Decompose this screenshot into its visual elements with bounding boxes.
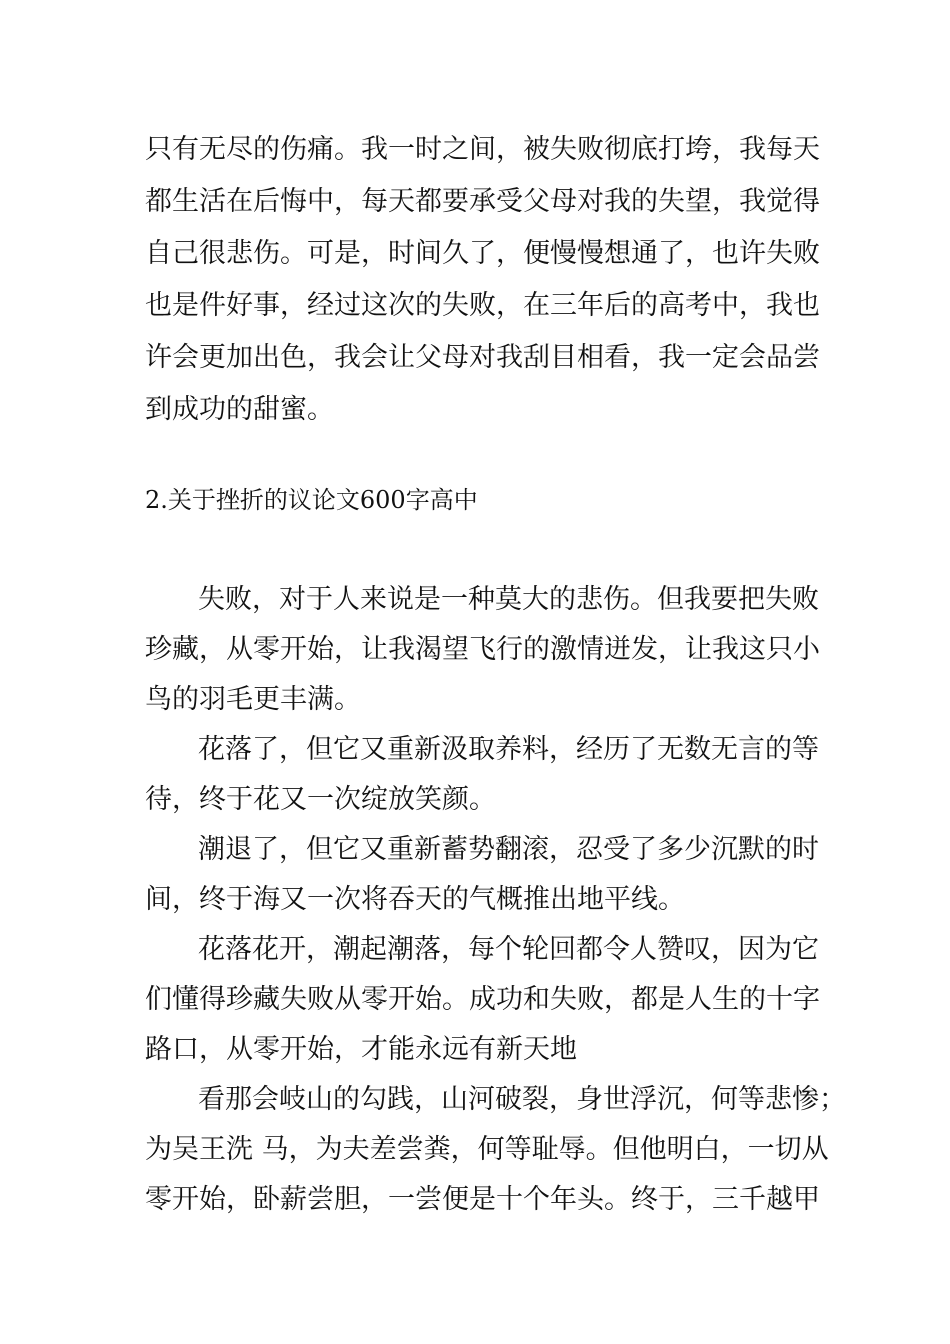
paragraph-line: 都生活在后悔中，每天都要承受父母对我的失望，我觉得 [145, 186, 820, 217]
paragraph-line: 许会更加出色，我会让父母对我刮目相看，我一定会品尝 [145, 342, 820, 373]
paragraph-line: 路口，从零开始，才能永远有新天地 [145, 1034, 577, 1065]
paragraph-line: 失败，对于人来说是一种莫大的悲伤。但我要把失败 [198, 584, 819, 615]
paragraph-line: 间，终于海又一次将吞天的气概推出地平线。 [145, 884, 685, 915]
section-heading: 2.关于挫折的议论文600字高中 [145, 486, 478, 514]
paragraph-line: 到成功的甜蜜。 [145, 394, 334, 425]
paragraph-line: 零开始，卧薪尝胆，一尝便是十个年头。终于，三千越甲 [145, 1184, 820, 1215]
paragraph-line: 待，终于花又一次绽放笑颜。 [145, 784, 496, 815]
paragraph-line: 们懂得珍藏失败从零开始。成功和失败，都是人生的十字 [145, 984, 820, 1015]
paragraph-line: 自己很悲伤。可是，时间久了，便慢慢想通了，也许失败 [145, 238, 820, 269]
paragraph-line: 珍藏，从零开始，让我渴望飞行的激情迸发，让我这只小 [145, 634, 820, 665]
paragraph-line: 也是件好事，经过这次的失败，在三年后的高考中，我也 [145, 290, 820, 321]
paragraph-line: 看那会岐山的勾践，山河破裂，身世浮沉，何等悲惨； [198, 1084, 846, 1115]
paragraph-line: 鸟的羽毛更丰满。 [145, 684, 361, 715]
paragraph-line: 只有无尽的伤痛。我一时之间，被失败彻底打垮，我每天 [145, 134, 820, 165]
paragraph-line: 花落了，但它又重新汲取养料，经历了无数无言的等 [198, 734, 819, 765]
paragraph-line: 花落花开，潮起潮落，每个轮回都令人赞叹，因为它 [198, 934, 819, 965]
paragraph-line: 潮退了，但它又重新蓄势翻滚，忍受了多少沉默的时 [198, 834, 819, 865]
paragraph-line: 为吴王洗 马，为夫差尝粪，何等耻辱。但他明白，一切从 [145, 1134, 829, 1165]
